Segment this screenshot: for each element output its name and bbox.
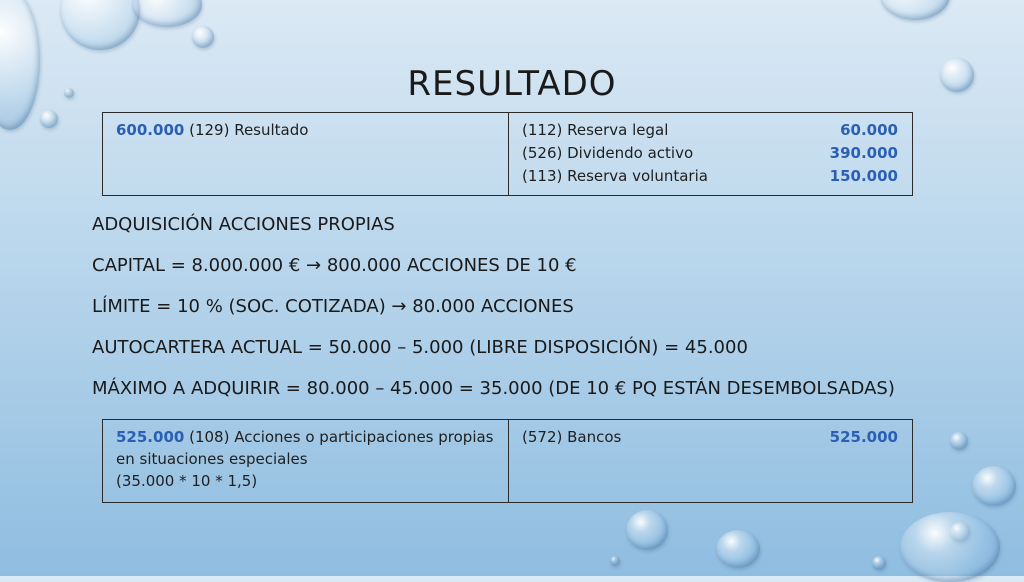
water-droplet-decoration — [192, 26, 214, 48]
water-droplet-decoration — [872, 556, 886, 570]
journal-entry-own-shares — [102, 419, 913, 503]
credit-cell — [509, 113, 913, 196]
journal-entry-result — [102, 112, 913, 196]
credit-row — [522, 142, 898, 165]
credit-account: (526) Dividendo activo — [522, 144, 694, 162]
body-text — [92, 212, 895, 417]
credit-row — [522, 165, 898, 188]
water-droplet-decoration — [40, 110, 58, 128]
body-line: AUTOCARTERA ACTUAL = 50.000 – 5.000 (LIBRE DISPOSICIÓN) = 45.000 — [92, 337, 748, 358]
debit-cell — [103, 420, 509, 503]
debit-cell — [103, 113, 509, 196]
body-line: MÁXIMO A ADQUIRIR = 80.000 – 45.000 = 35.000 (DE 10 € PQ ESTÁN DESEMBOLSADAS) — [92, 378, 895, 399]
credit-cell — [509, 420, 913, 503]
body-line: LÍMITE = 10 % (SOC. COTIZADA) → 80.000 ACCIONES — [92, 296, 574, 317]
credit-row — [522, 119, 898, 142]
debit-account-continued: en situaciones especiales — [116, 450, 308, 468]
water-droplet-decoration — [950, 432, 968, 450]
credit-amount: 60.000 — [840, 121, 898, 139]
credit-row — [522, 426, 898, 449]
debit-amount: 525.000 — [116, 428, 185, 446]
body-line: CAPITAL = 8.000.000 € → 800.000 ACCIONES DE 10 € — [92, 255, 577, 276]
water-droplet-decoration — [626, 510, 668, 550]
water-droplet-decoration — [716, 530, 760, 568]
credit-account: (572) Bancos — [522, 428, 622, 446]
water-droplet-decoration — [880, 0, 950, 20]
debit-account: (108) Acciones o participaciones propias — [184, 428, 494, 446]
slide-title: RESULTADO — [407, 64, 617, 104]
water-droplet-decoration — [610, 556, 620, 566]
water-droplet-decoration — [60, 0, 140, 50]
debit-account: (129) Resultado — [184, 121, 309, 139]
credit-account: (112) Reserva legal — [522, 121, 669, 139]
credit-amount: 390.000 — [829, 144, 898, 162]
body-line: ADQUISICIÓN ACCIONES PROPIAS — [92, 214, 395, 235]
debit-amount: 600.000 — [116, 121, 185, 139]
credit-account: (113) Reserva voluntaria — [522, 167, 708, 185]
water-droplet-decoration — [900, 512, 1000, 582]
water-droplet-decoration — [972, 466, 1016, 506]
debit-calculation: (35.000 * 10 * 1,5) — [116, 472, 258, 490]
water-droplet-decoration — [132, 0, 202, 27]
credit-amount: 150.000 — [829, 167, 898, 185]
credit-amount: 525.000 — [829, 428, 898, 446]
